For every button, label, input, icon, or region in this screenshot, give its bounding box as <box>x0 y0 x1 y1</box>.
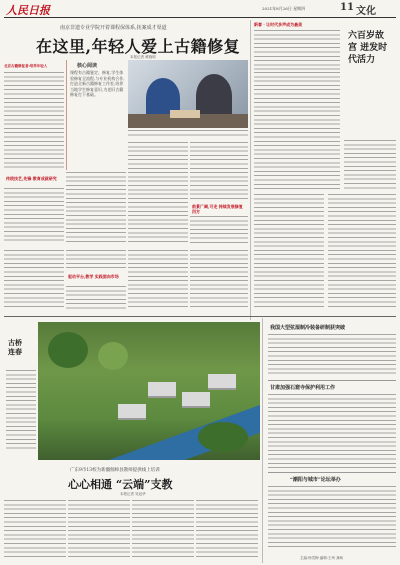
lead-body-9 <box>128 250 188 310</box>
side-tag: 北京古籍修复者:培养年轻人 <box>4 64 48 68</box>
right-body-2 <box>344 140 396 190</box>
lower-body-4 <box>196 500 258 560</box>
right-body-1 <box>254 72 340 190</box>
lead-headline: 在这里,年轻人爱上古籍修复 <box>36 37 241 56</box>
news-body-1 <box>268 334 396 376</box>
lower-body-1 <box>4 500 66 560</box>
lead-photo <box>128 60 248 128</box>
issue-date: 2021年8月26日 星期四 <box>262 6 306 11</box>
core-reading-box <box>66 60 127 170</box>
news-headline-3: “潮阳与城市”论坛举办 <box>290 477 341 483</box>
lower-byline: 本报记者 吴冠华 <box>120 492 146 496</box>
lower-body-2 <box>68 500 130 560</box>
lead-body-8 <box>66 286 126 310</box>
lead-body-3 <box>128 142 188 244</box>
news-body-2 <box>268 394 396 470</box>
lead-body-5 <box>190 216 248 244</box>
lower-kicker: 广东9市13校为新疆伽师县教师提供线上培训 <box>70 468 160 473</box>
masthead-rule <box>4 17 396 18</box>
core-reading-title: 核心阅读 <box>77 63 98 69</box>
photo-title: 古桥连春 <box>8 338 22 356</box>
news-rule-2 <box>268 472 396 473</box>
lead-kicker: 南京非遗专业学院开着课程保体系,抚案成才渠道 <box>60 25 167 31</box>
subhead-2: 驱动平台,教学 实践面向市场 <box>68 274 119 279</box>
photo-caption-body <box>6 370 36 450</box>
lead-body-4 <box>190 142 248 200</box>
town-photo <box>38 322 260 460</box>
mid-rule <box>4 316 396 317</box>
photo-caption-lines <box>128 130 248 138</box>
right-body-3 <box>254 194 324 310</box>
right-tag: 新春 · 让时代多声成为最美 <box>254 22 303 27</box>
subhead-1: 传统技艺,先锋 教育成就研究 <box>6 176 57 181</box>
right-column-divider <box>262 318 263 563</box>
lower-headline: 心心相通 “云端”支教 <box>68 478 173 491</box>
lead-body-10 <box>190 250 248 310</box>
lead-body-7 <box>66 250 126 270</box>
masthead <box>0 0 400 18</box>
lead-column-1 <box>4 72 64 170</box>
column-divider <box>250 20 251 320</box>
subhead-3: 前景广阔,可走 持续发展修复四方 <box>192 204 243 214</box>
lead-body-1 <box>4 188 64 244</box>
core-reading-text: 课程有古籍鉴定、修复,学生体验修复全流程,与专业机构合作,打造全新古籍修复工作室,培养当地学生修复意识,为老旧古籍修复打下基础。 <box>70 70 125 98</box>
news-headline-2: 甘肃加强石窟寺保护利用工作 <box>270 385 336 391</box>
right-intro <box>254 30 340 70</box>
page-footer: 主编:杨雪梅 编辑:王珂 龚尚 <box>300 556 344 560</box>
lead-body-6 <box>4 250 64 310</box>
page-number: 11 <box>340 2 354 13</box>
feature-title: 六百岁故宫 迸发时代活力 <box>348 31 388 65</box>
lead-byline: 本报记者 黄晓明 <box>130 55 156 59</box>
lead-body-2 <box>66 172 126 244</box>
lower-body-3 <box>132 500 194 560</box>
right-body-4 <box>328 194 396 310</box>
section-name: 文化 <box>356 6 376 17</box>
news-body-3 <box>268 486 396 550</box>
news-rule-1 <box>268 380 396 381</box>
news-headline-1: 我国大型弦湿制冷装备研制获突破 <box>270 325 346 331</box>
newspaper-logo: 人民日报 <box>6 4 50 17</box>
feature-title-box <box>344 28 396 138</box>
